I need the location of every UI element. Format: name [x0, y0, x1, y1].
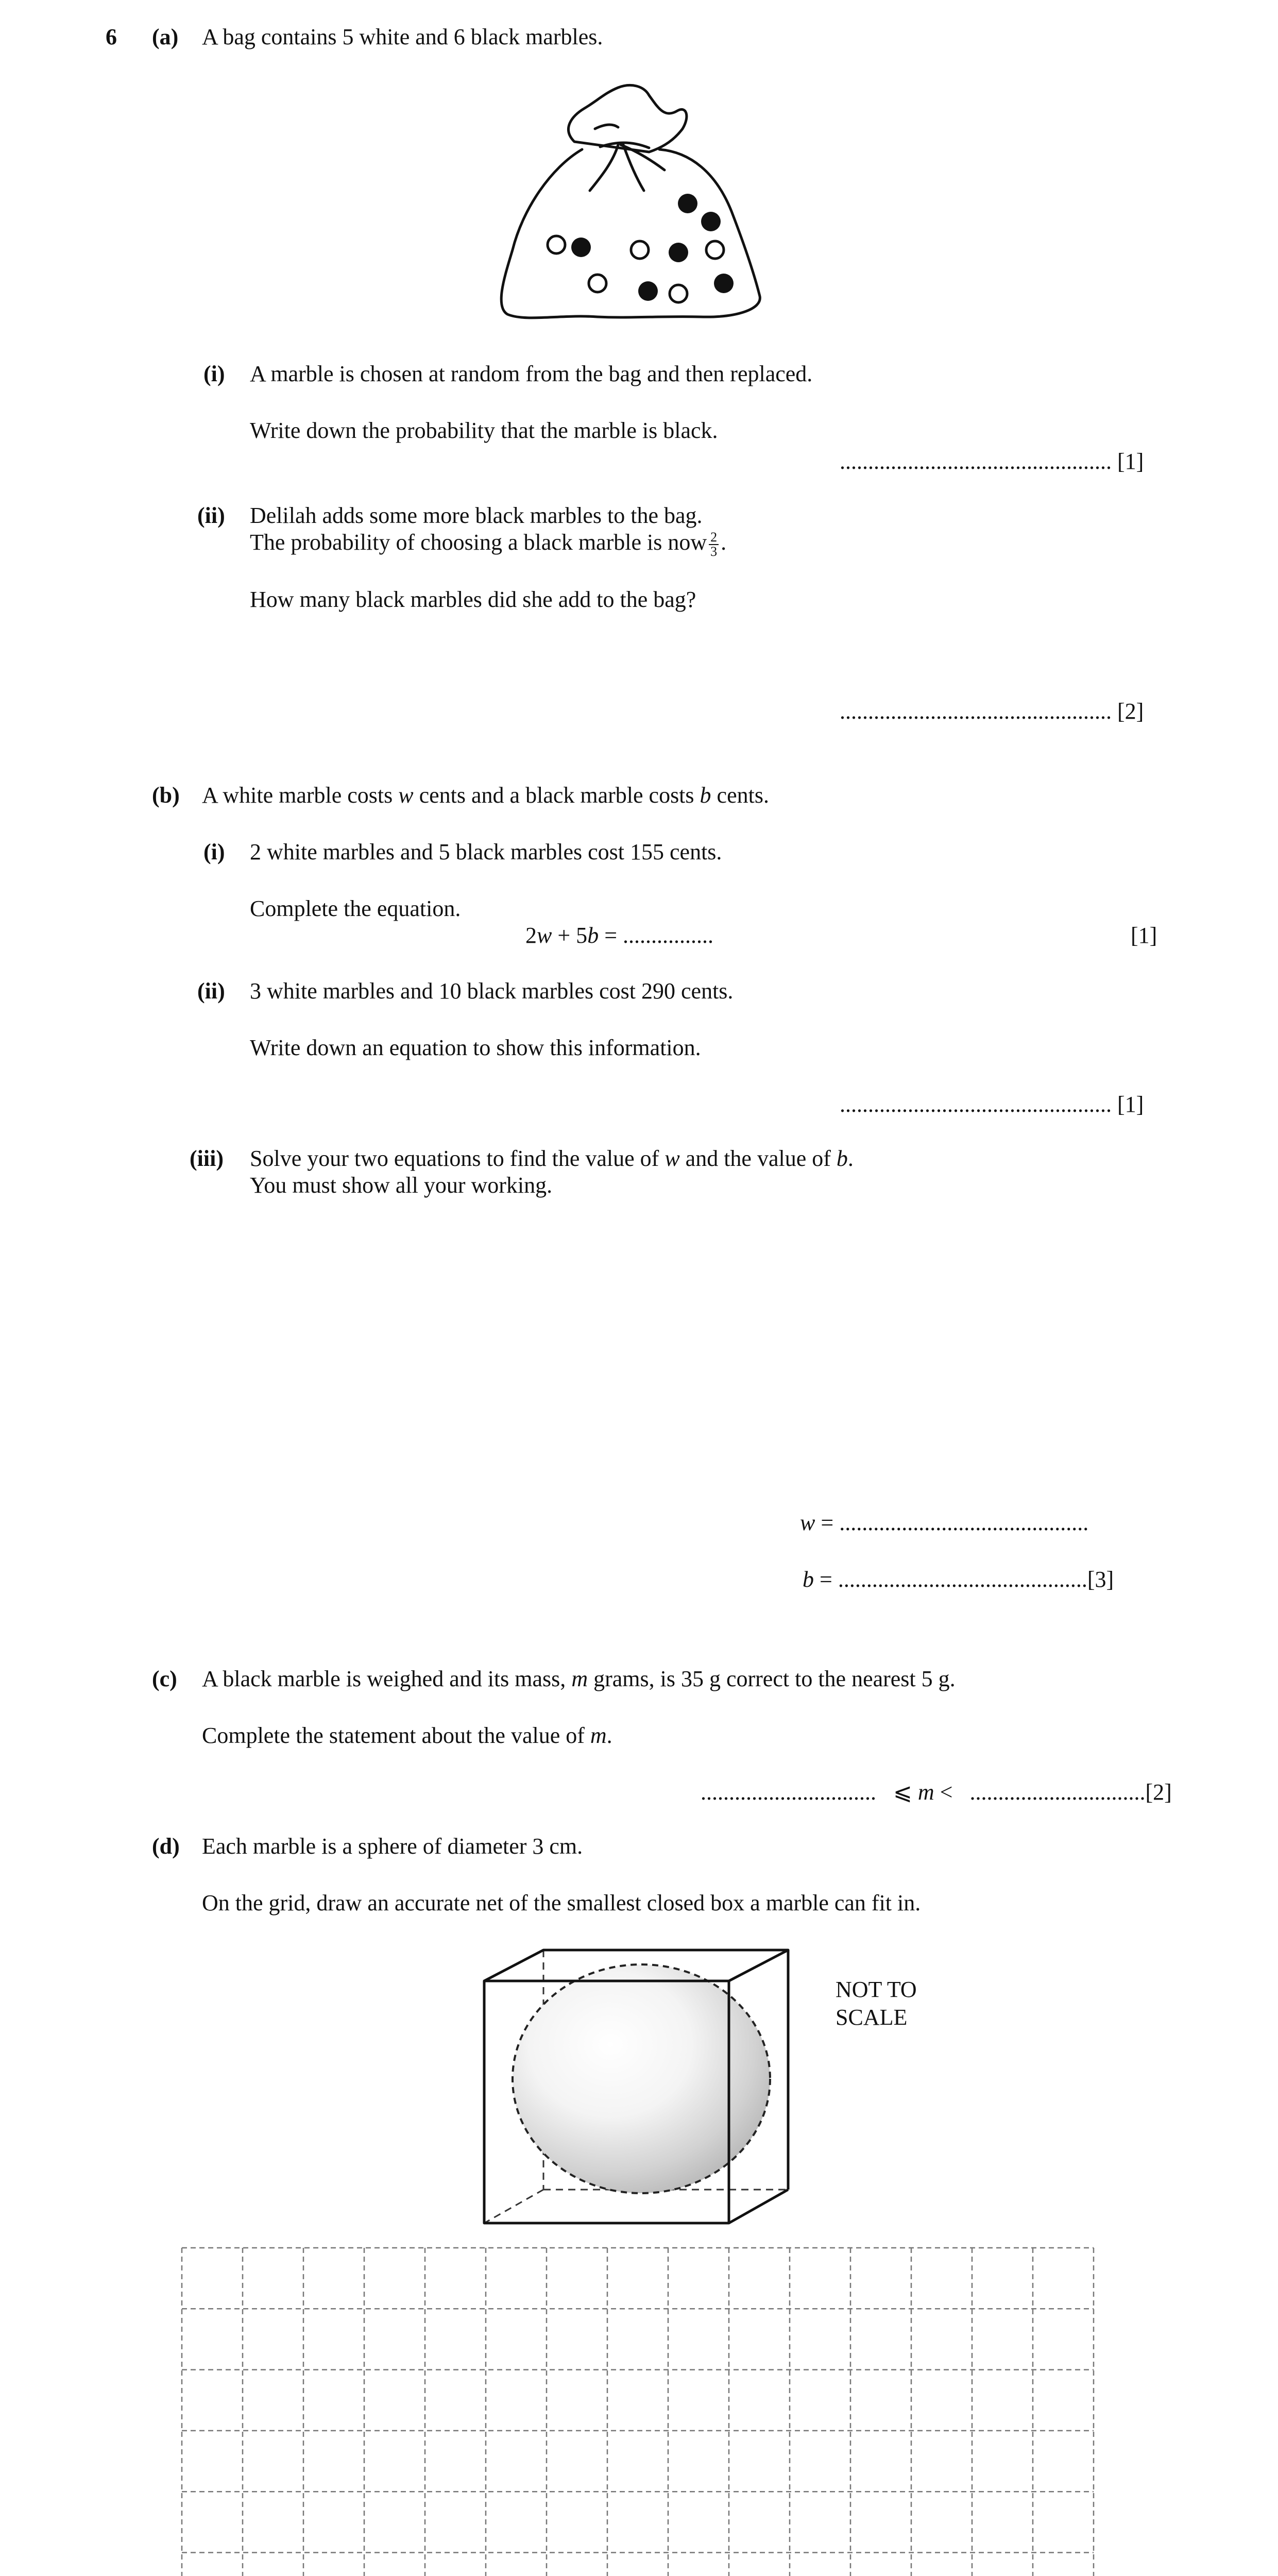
part-b-ii-instruction: Write down an equation to show this information. — [250, 1035, 701, 1060]
part-b-i-marks: [1] — [1131, 923, 1157, 948]
part-c-marks: [2] — [1145, 1780, 1172, 1805]
part-b-ii-text: 3 white marbles and 10 black marbles cost 290 cents. — [250, 978, 734, 1004]
question-number: 6 — [106, 24, 117, 49]
part-c-text: A black marble is weighed and its mass, m grams, is 35 g correct to the nearest 5 g. — [202, 1666, 956, 1691]
part-b-iii-label: (iii) — [190, 1146, 224, 1171]
part-a-i-answer-line[interactable]: ................................................ [1] — [840, 449, 1144, 474]
part-b-i-text: 2 white marbles and 5 black marbles cost 155 cents. — [250, 839, 722, 865]
w-answer-line[interactable]: w = ............................................ — [800, 1510, 1089, 1535]
marble-bag-illustration — [495, 80, 773, 322]
net-drawing-grid[interactable] — [180, 2246, 1095, 2576]
part-b-intro: A white marble costs w cents and a black marble costs b cents. — [202, 783, 769, 808]
part-a-ii-answer-line[interactable]: ................................................ [2] — [840, 699, 1144, 724]
part-b-i-instruction: Complete the equation. — [250, 896, 461, 921]
part-a-ii-question: How many black marbles did she add to the bag? — [250, 587, 696, 612]
part-c-inequality[interactable]: ............................... ⩽ m < ...............................[2] — [701, 1780, 1172, 1805]
part-a-i-marks: [1] — [1117, 449, 1144, 474]
part-b-ii-marks: [1] — [1117, 1092, 1144, 1117]
part-b-iii-working-note: You must show all your working. — [250, 1173, 553, 1198]
part-a-label: (a) — [152, 24, 179, 49]
sphere-in-cube-diagram — [479, 1942, 798, 2231]
part-b-i-equation[interactable]: 2w + 5b = ................ — [525, 923, 714, 948]
part-d-text: Each marble is a sphere of diameter 3 cm. — [202, 1834, 583, 1859]
not-to-scale-note: NOT TO SCALE — [836, 1977, 917, 2030]
part-a-i-label: (i) — [203, 361, 225, 386]
marble-sphere — [513, 1964, 770, 2193]
part-a-intro: A bag contains 5 white and 6 black marbles. — [202, 24, 603, 49]
part-b-iii-marks: [3] — [1087, 1567, 1114, 1592]
part-a-ii-text: Delilah adds some more black marbles to the bag. — [250, 503, 703, 528]
part-b-label: (b) — [152, 783, 180, 808]
part-d-label: (d) — [152, 1834, 180, 1859]
part-a-i-text: A marble is chosen at random from the bag and then replaced. — [250, 361, 813, 386]
part-a-ii-marks: [2] — [1117, 699, 1144, 724]
part-a-ii-label: (ii) — [197, 503, 225, 528]
fraction-two-thirds: $\frac{2}{3}$ — [709, 531, 719, 558]
b-answer-line[interactable]: b = ............................................[3] — [803, 1567, 1114, 1592]
part-a-i-instruction: Write down the probability that the marble is black. — [250, 418, 718, 443]
part-c-label: (c) — [152, 1666, 177, 1691]
part-a-ii-probability: The probability of choosing a black marble is now $\frac{2}{3}$ . — [250, 529, 727, 559]
part-b-i-label: (i) — [203, 839, 225, 865]
part-c-instruction: Complete the statement about the value of m. — [202, 1723, 612, 1748]
part-b-ii-answer-line[interactable]: ................................................ [1] — [840, 1092, 1144, 1117]
part-b-ii-label: (ii) — [197, 978, 225, 1004]
part-d-instruction: On the grid, draw an accurate net of the smallest closed box a marble can fit in. — [202, 1890, 921, 1916]
part-b-iii-text: Solve your two equations to find the value of w and the value of b. — [250, 1146, 854, 1171]
